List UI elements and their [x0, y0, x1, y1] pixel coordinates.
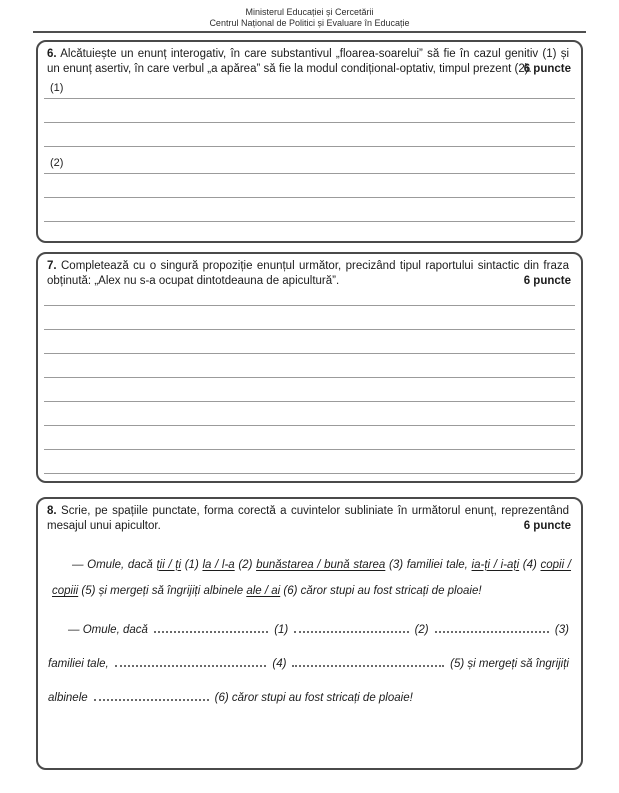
answer-line: [44, 330, 575, 354]
question-6-points: 6 puncte: [523, 63, 571, 75]
dotted-blank: [154, 630, 268, 633]
fill-text: (2): [414, 624, 429, 636]
document-header: [0, 7, 619, 29]
question-7-text: [47, 259, 571, 289]
question-6-answer-area: [44, 82, 575, 222]
question-7-statement: Completează cu o singură propoziție enunțul următor, precizând tipul raportului sintactic din fraza obținută: „Alex nu s-a ocupat dintotdeauna de apicultură”.: [47, 260, 569, 287]
header-line-2: Centrul Național de Politici și Evaluare în Educație: [209, 18, 410, 28]
question-6-statement: Alcătuiește un enunț interogativ, în care substantivul „floarea-soarelui” să fie în cazul genitiv (1) și un enunț asertiv, în care verbul „a apărea” să fie la modul condițional-optativ, timpul prezent (2).: [47, 48, 569, 75]
prompt-text: (1): [181, 559, 203, 571]
question-7-answer-area: [44, 291, 575, 474]
question-8-box: [36, 497, 583, 770]
answer-line: [44, 123, 575, 147]
prompt-text: — Omule, dacă: [72, 559, 157, 571]
question-8-number: 8.: [47, 505, 57, 517]
question-7-box: [36, 252, 583, 483]
fill-text: — Omule, dacă: [68, 624, 148, 636]
answer-line: [44, 174, 575, 198]
question-8-text: [47, 504, 571, 534]
question-6-text: [47, 47, 571, 77]
prompt-text: (3) familiei tale,: [385, 559, 472, 571]
answer-line: [44, 426, 575, 450]
answer-line: [44, 354, 575, 378]
header-divider: [33, 31, 586, 33]
fill-in-line: [48, 624, 569, 658]
dotted-blank: [292, 664, 444, 667]
answer-group-label-line: (2): [44, 157, 575, 174]
dotted-blank: [435, 630, 549, 633]
underlined-word-choice: la / l-a: [202, 559, 235, 571]
question-7-points: 6 puncte: [523, 275, 571, 287]
answer-line: [44, 99, 575, 123]
underlined-word-choice: ia-ți / i-ați: [471, 559, 520, 571]
answer-group-label-line: (1): [44, 82, 575, 99]
fill-text: (5) și mergeți să îngrijiți: [450, 658, 569, 670]
dotted-blank: [115, 664, 267, 667]
underlined-word-choice: ții / ți: [156, 559, 182, 571]
fill-text: (1): [274, 624, 289, 636]
prompt-text: (6) căror stupi au fost stricați de ploaie!: [280, 585, 482, 597]
prompt-text: (4): [519, 559, 541, 571]
question-6-number: 6.: [47, 48, 57, 60]
underlined-word-choice: bunăstarea / bună starea: [256, 559, 386, 571]
question-8-fill-in-area: [48, 624, 569, 726]
question-8-points: 6 puncte: [523, 520, 571, 532]
question-8-prompt-sentence: [52, 552, 571, 604]
answer-line: [44, 306, 575, 330]
answer-line: [44, 291, 575, 306]
answer-line: [44, 378, 575, 402]
answer-line: [44, 198, 575, 222]
underlined-word-choice: ale / ai: [246, 585, 281, 597]
answer-line: [44, 450, 575, 474]
fill-in-line: [48, 692, 569, 726]
prompt-text: (5) și mergeți să îngrijiți albinele: [78, 585, 247, 597]
dotted-blank: [294, 630, 408, 633]
prompt-text: (2): [234, 559, 257, 571]
fill-text: (4): [272, 658, 287, 670]
answer-line: [44, 402, 575, 426]
fill-in-line: [48, 658, 569, 692]
header-line-1: Ministerul Educației și Cercetării: [245, 7, 374, 17]
fill-text: familiei tale,: [48, 658, 109, 670]
question-7-header: [38, 254, 581, 289]
underlined-word-choice: copii / copiii: [52, 559, 572, 597]
question-8-header: [38, 499, 581, 534]
question-8-statement: Scrie, pe spațiile punctate, forma corectă a cuvintelor subliniate în următorul enunț, reprezentând mesajul unui apicultor.: [47, 505, 569, 532]
fill-text: albinele: [48, 692, 88, 704]
fill-text: (6) căror stupi au fost stricați de ploaie!: [214, 692, 413, 704]
question-7-number: 7.: [47, 260, 57, 272]
fill-text: (3): [554, 624, 569, 636]
dotted-blank: [94, 698, 209, 701]
question-6-box: [36, 40, 583, 243]
question-6-header: [38, 42, 581, 77]
